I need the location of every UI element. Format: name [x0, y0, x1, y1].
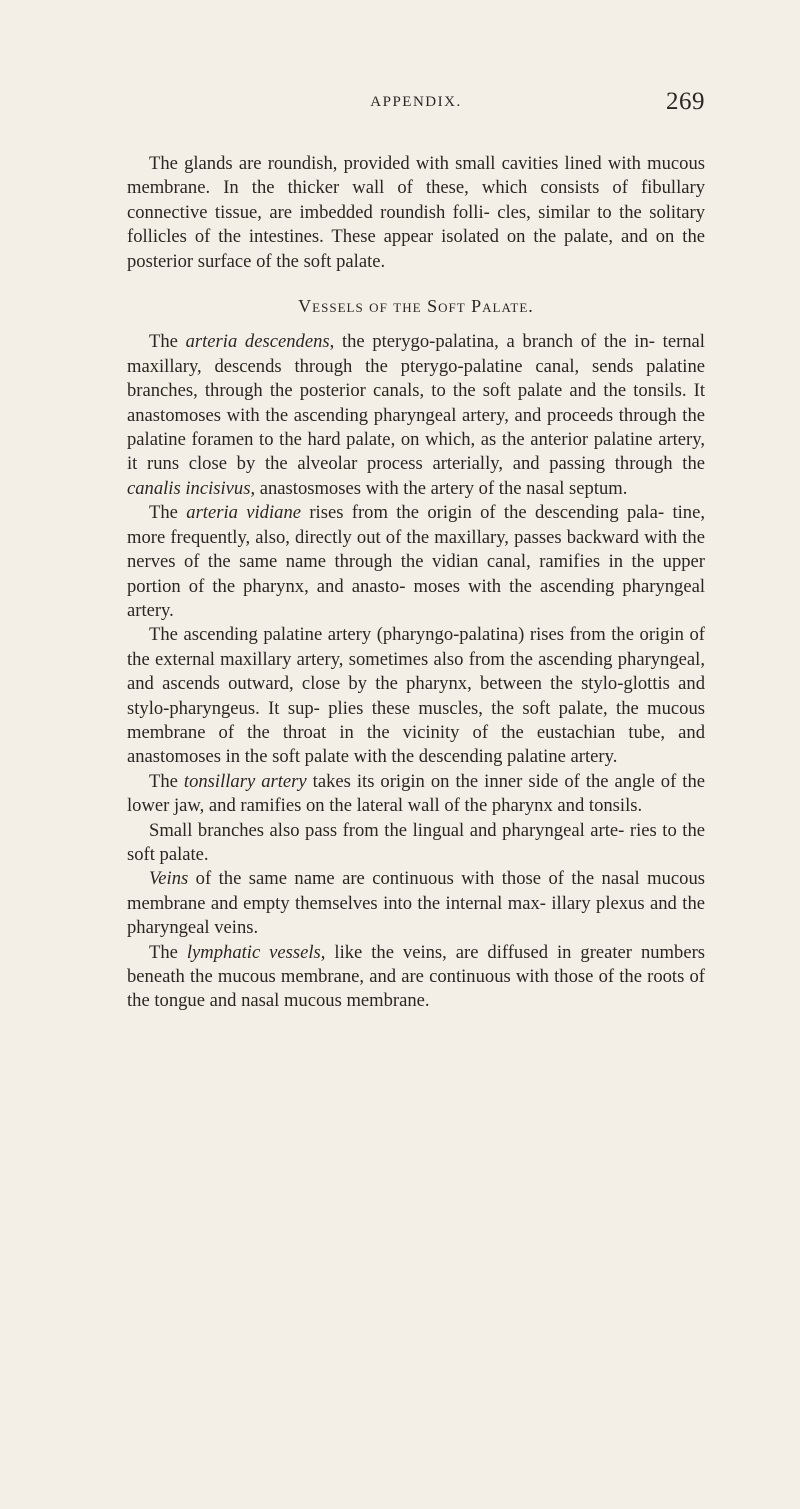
term-arteria-vidiane: arteria vidiane — [186, 502, 301, 524]
paragraph-small-branches: Small branches also pass from the lingual and pharyngeal arte- ries to the soft palate. — [127, 819, 705, 865]
paragraph-arteria-vidiane — [127, 501, 705, 623]
page-number: 269 — [666, 88, 705, 115]
text-run: The — [149, 941, 187, 963]
text-run: takes its origin on the inner side of the angle of the lower jaw, and ramifies on the lateral wall of the pharynx and tonsils. — [127, 770, 706, 817]
term-tonsillary-artery: tonsillary artery — [183, 770, 307, 792]
paragraph-lymphatic-vessels — [127, 941, 705, 1014]
text-run: of the same name are continuous with those of the nasal mucous membrane and empty themselves into the internal max- illary plexus and the pharyngeal veins. — [127, 868, 705, 939]
text-run: , anastosmoses with the artery of the nasal septum. — [250, 477, 628, 499]
body-text — [127, 152, 705, 1014]
term-arteria-descendens: arteria descendens — [185, 331, 330, 353]
text-run: , like the veins, are diffused in greater numbers beneath the mucous membrane, and are continuous with those of the roots of the tongue and nasal mucous membrane. — [127, 941, 705, 1012]
text-run: The — [149, 502, 187, 524]
paragraph-glands: The glands are roundish, provided with small cavities lined with mucous membrane. In the thicker wall of these, which consists of fibullary connective tissue, are imbedded roundish folli- cles, similar to the solitary follicles of the intestines. These appear isolated on the palate, and on the posterior surface of the soft palate. — [127, 153, 705, 272]
paragraph-tonsillary-artery — [127, 770, 705, 819]
book-page — [0, 88, 800, 1509]
section-heading: Vessels of the Soft Palate. — [298, 296, 534, 317]
text-run: , the pterygo-palatina, a branch of the in- ternal maxillary, descends through the pterygo-palatine canal, sends palatine branches, through the posterior canals, to the soft palate and the tonsils. It anastomoses with the ascending pharyngeal artery, and proceeds through the palatine foramen to the hard palate, on which, as the anterior palatine artery, it runs close by the alveolar process arterially, and passing through the — [127, 331, 705, 475]
term-canalis-incisivus: canalis incisivus — [127, 477, 251, 499]
text-run: rises from the origin of the descending pala- tine, more frequently, also, directly out of the maxillary, passes backward with the nerves of the same name through the vidian canal, ramifies in the upper portion of the pharynx, and anasto- moses with the ascending pharyngeal artery. — [127, 502, 706, 621]
running-head — [127, 88, 705, 116]
paragraph-veins — [127, 867, 705, 940]
paragraph-ascending-palatine: The ascending palatine artery (pharyngo-palatina) rises from the origin of the external maxillary artery, sometimes also from the ascending pharyngeal, and ascends outward, close by the pharynx, between the stylo-glottis and stylo-pharyngeus. It sup- plies these muscles, the soft palate, the mucous membrane of the throat in the vicinity of the eustachian tube, and anastomoses in the soft palate with the descending palatine artery. — [127, 624, 705, 768]
term-lymphatic-vessels: lymphatic vessels — [186, 941, 321, 963]
term-veins: Veins — [149, 868, 189, 890]
text-run: The — [149, 331, 186, 353]
paragraph-arteria-descendens — [127, 330, 705, 501]
text-run: The — [149, 770, 184, 792]
running-head-title: APPENDIX. — [370, 94, 462, 110]
